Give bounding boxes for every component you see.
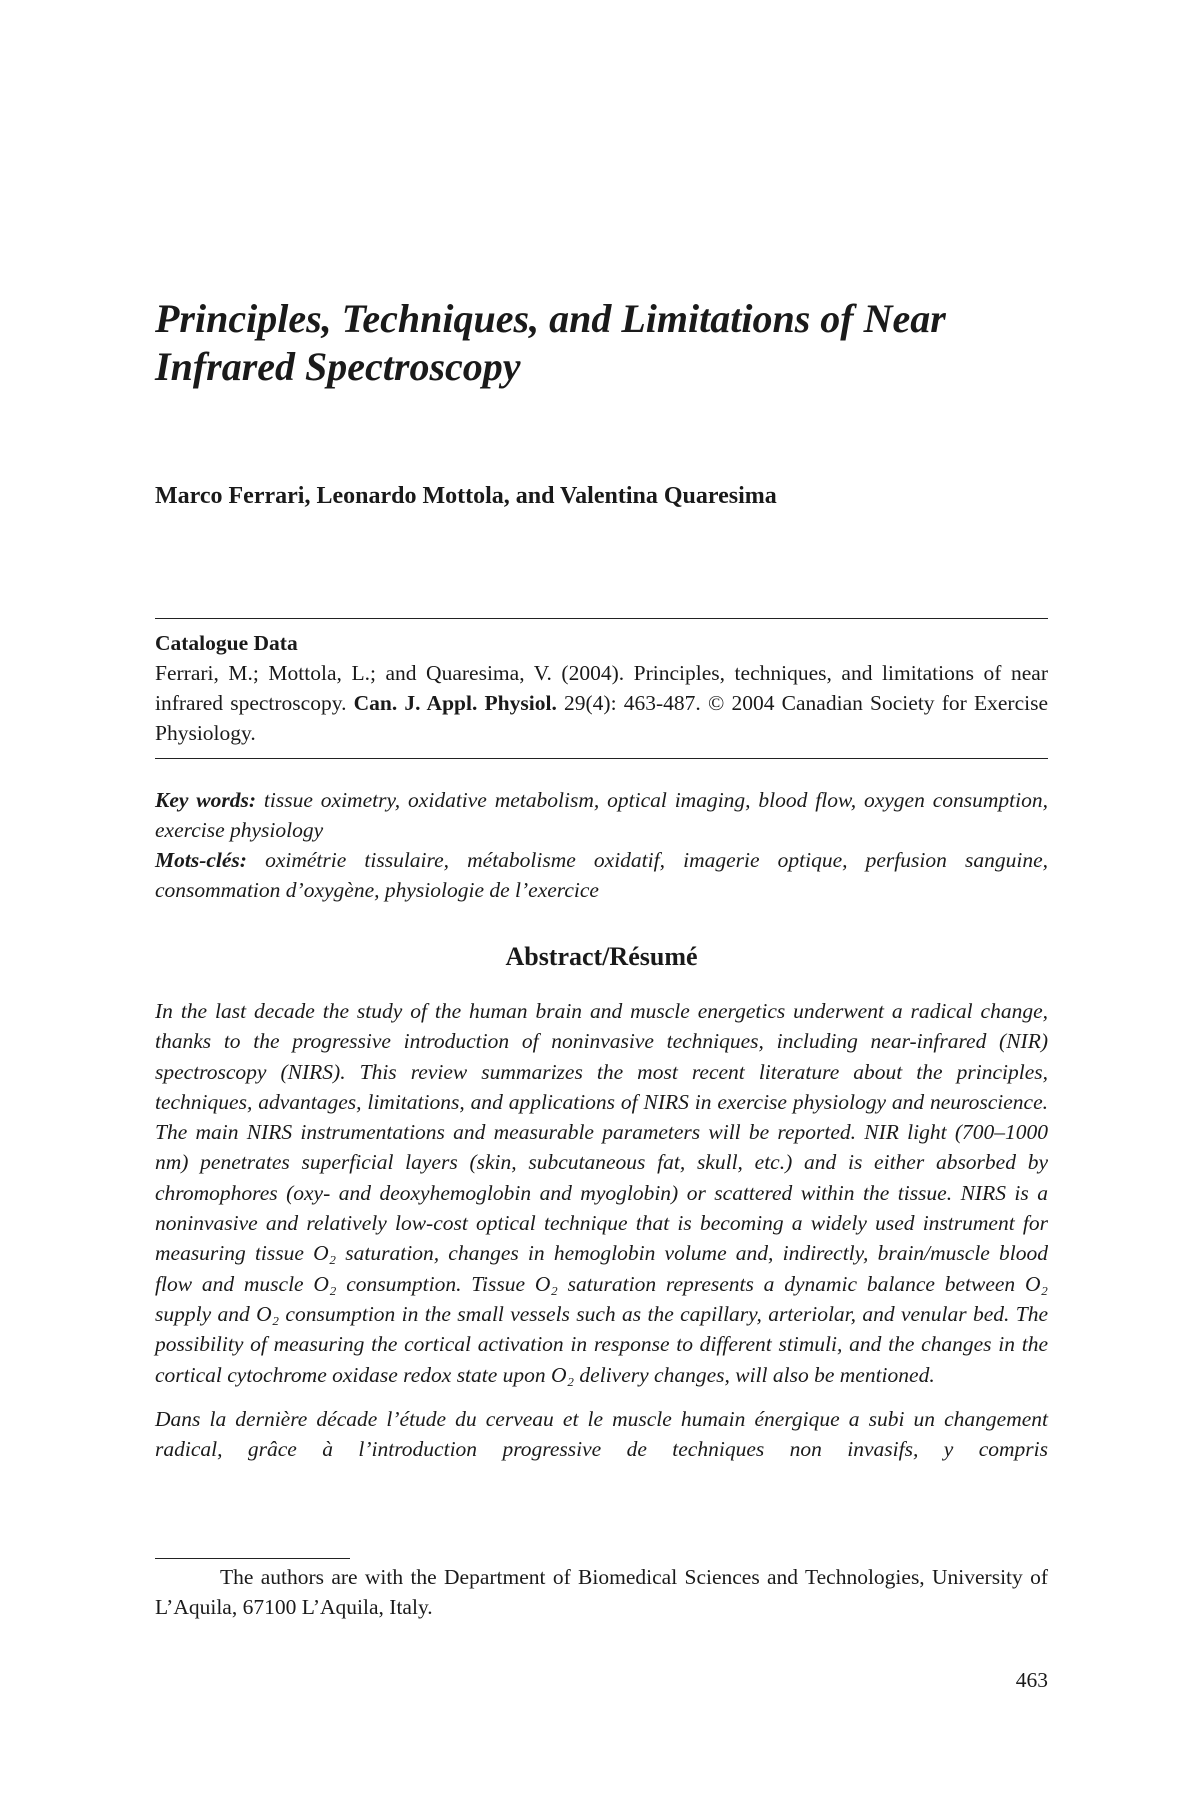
abstract-heading: Abstract/Résumé xyxy=(505,942,698,971)
abstract-french: Dans la dernière décade l’étude du cerveau et le muscle humain énergique a subi un changement radical, grâce à l’introduction progressive de techniques non invasifs, y compris xyxy=(155,1406,1048,1462)
keywords-en-label: Key words: xyxy=(155,788,257,812)
author-list: Marco Ferrari, Leonardo Mottola, and Valentina Quaresima xyxy=(155,483,777,509)
keywords-french xyxy=(155,845,1048,905)
catalogue-bottom-rule xyxy=(155,758,1048,759)
author-affiliation-footnote: The authors are with the Department of Biomedical Sciences and Technologies, University of L’Aquila, 67100 L’Aquila, Italy. xyxy=(155,1565,1048,1619)
paper-title: Principles, Techniques, and Limitations of Near Infrared Spectroscopy xyxy=(155,296,946,389)
keywords-english xyxy=(155,785,1048,845)
catalogue-citation xyxy=(155,658,1048,748)
abstract-english: In the last decade the study of the human brain and muscle energetics underwent a radical change, thanks to the progressive introduction of noninvasive techniques, including near-infrared (NIR) spectroscopy (NIRS). This review summarizes the most recent literature about the principles, techniques, advantages, limitations, and applications of NIRS in exercise physiology and neuroscience. The main NIRS instrumentations and measurable parameters will be reported. NIR light (700–1000 nm) penetrates superficial layers (skin, subcutaneous fat, skull, etc.) and is either absorbed by chromophores (oxy- and deoxyhemoglobin and myoglobin) or scattered within the tissue. NIRS is a noninvasive and relatively low-cost optical technique that is becoming a widely used instrument for measuring tissue O₂ saturation, changes in hemoglobin volume and, indirectly, brain/muscle blood flow and muscle O₂ consumption. Tissue O₂ saturation represents a dynamic balance between O₂ supply and O₂ consumption in the small vessels such as the capillary, arteriolar, and venular bed. The possibility of measuring the cortical activation in response to different stimuli, and the changes in the cortical cytochrome oxidase redox state upon O₂ delivery changes, will also be mentioned. xyxy=(155,999,1048,1387)
abstract-body xyxy=(155,996,1048,1464)
keywords-fr-text: oximétrie tissulaire, métabolisme oxidatif, imagerie optique, perfusion sanguine, consommation d’oxygène, physiologie de l’exercice xyxy=(155,848,1048,902)
keywords-en-text: tissue oximetry, oxidative metabolism, optical imaging, blood flow, oxygen consumption, exercise physiology xyxy=(155,788,1048,842)
citation-text-before: Ferrari, M.; Mottola, L.; and Quaresima, V. (2004). Principles, techniques, and limitations of near infrared spectroscopy. xyxy=(155,661,1048,715)
catalogue-heading: Catalogue Data xyxy=(155,631,298,655)
catalogue-top-rule xyxy=(155,618,1048,619)
keywords-fr-label: Mots-clés: xyxy=(155,848,247,872)
citation-journal: Can. J. Appl. Physiol. xyxy=(353,691,557,715)
keywords-block xyxy=(155,785,1048,905)
page-number: 463 xyxy=(1015,1668,1048,1692)
citation-text-after: 29(4): 463-487. © 2004 Canadian Society for Exercise Physiology. xyxy=(155,691,1048,745)
footnote-rule xyxy=(155,1558,350,1559)
catalogue-data xyxy=(155,628,1048,748)
